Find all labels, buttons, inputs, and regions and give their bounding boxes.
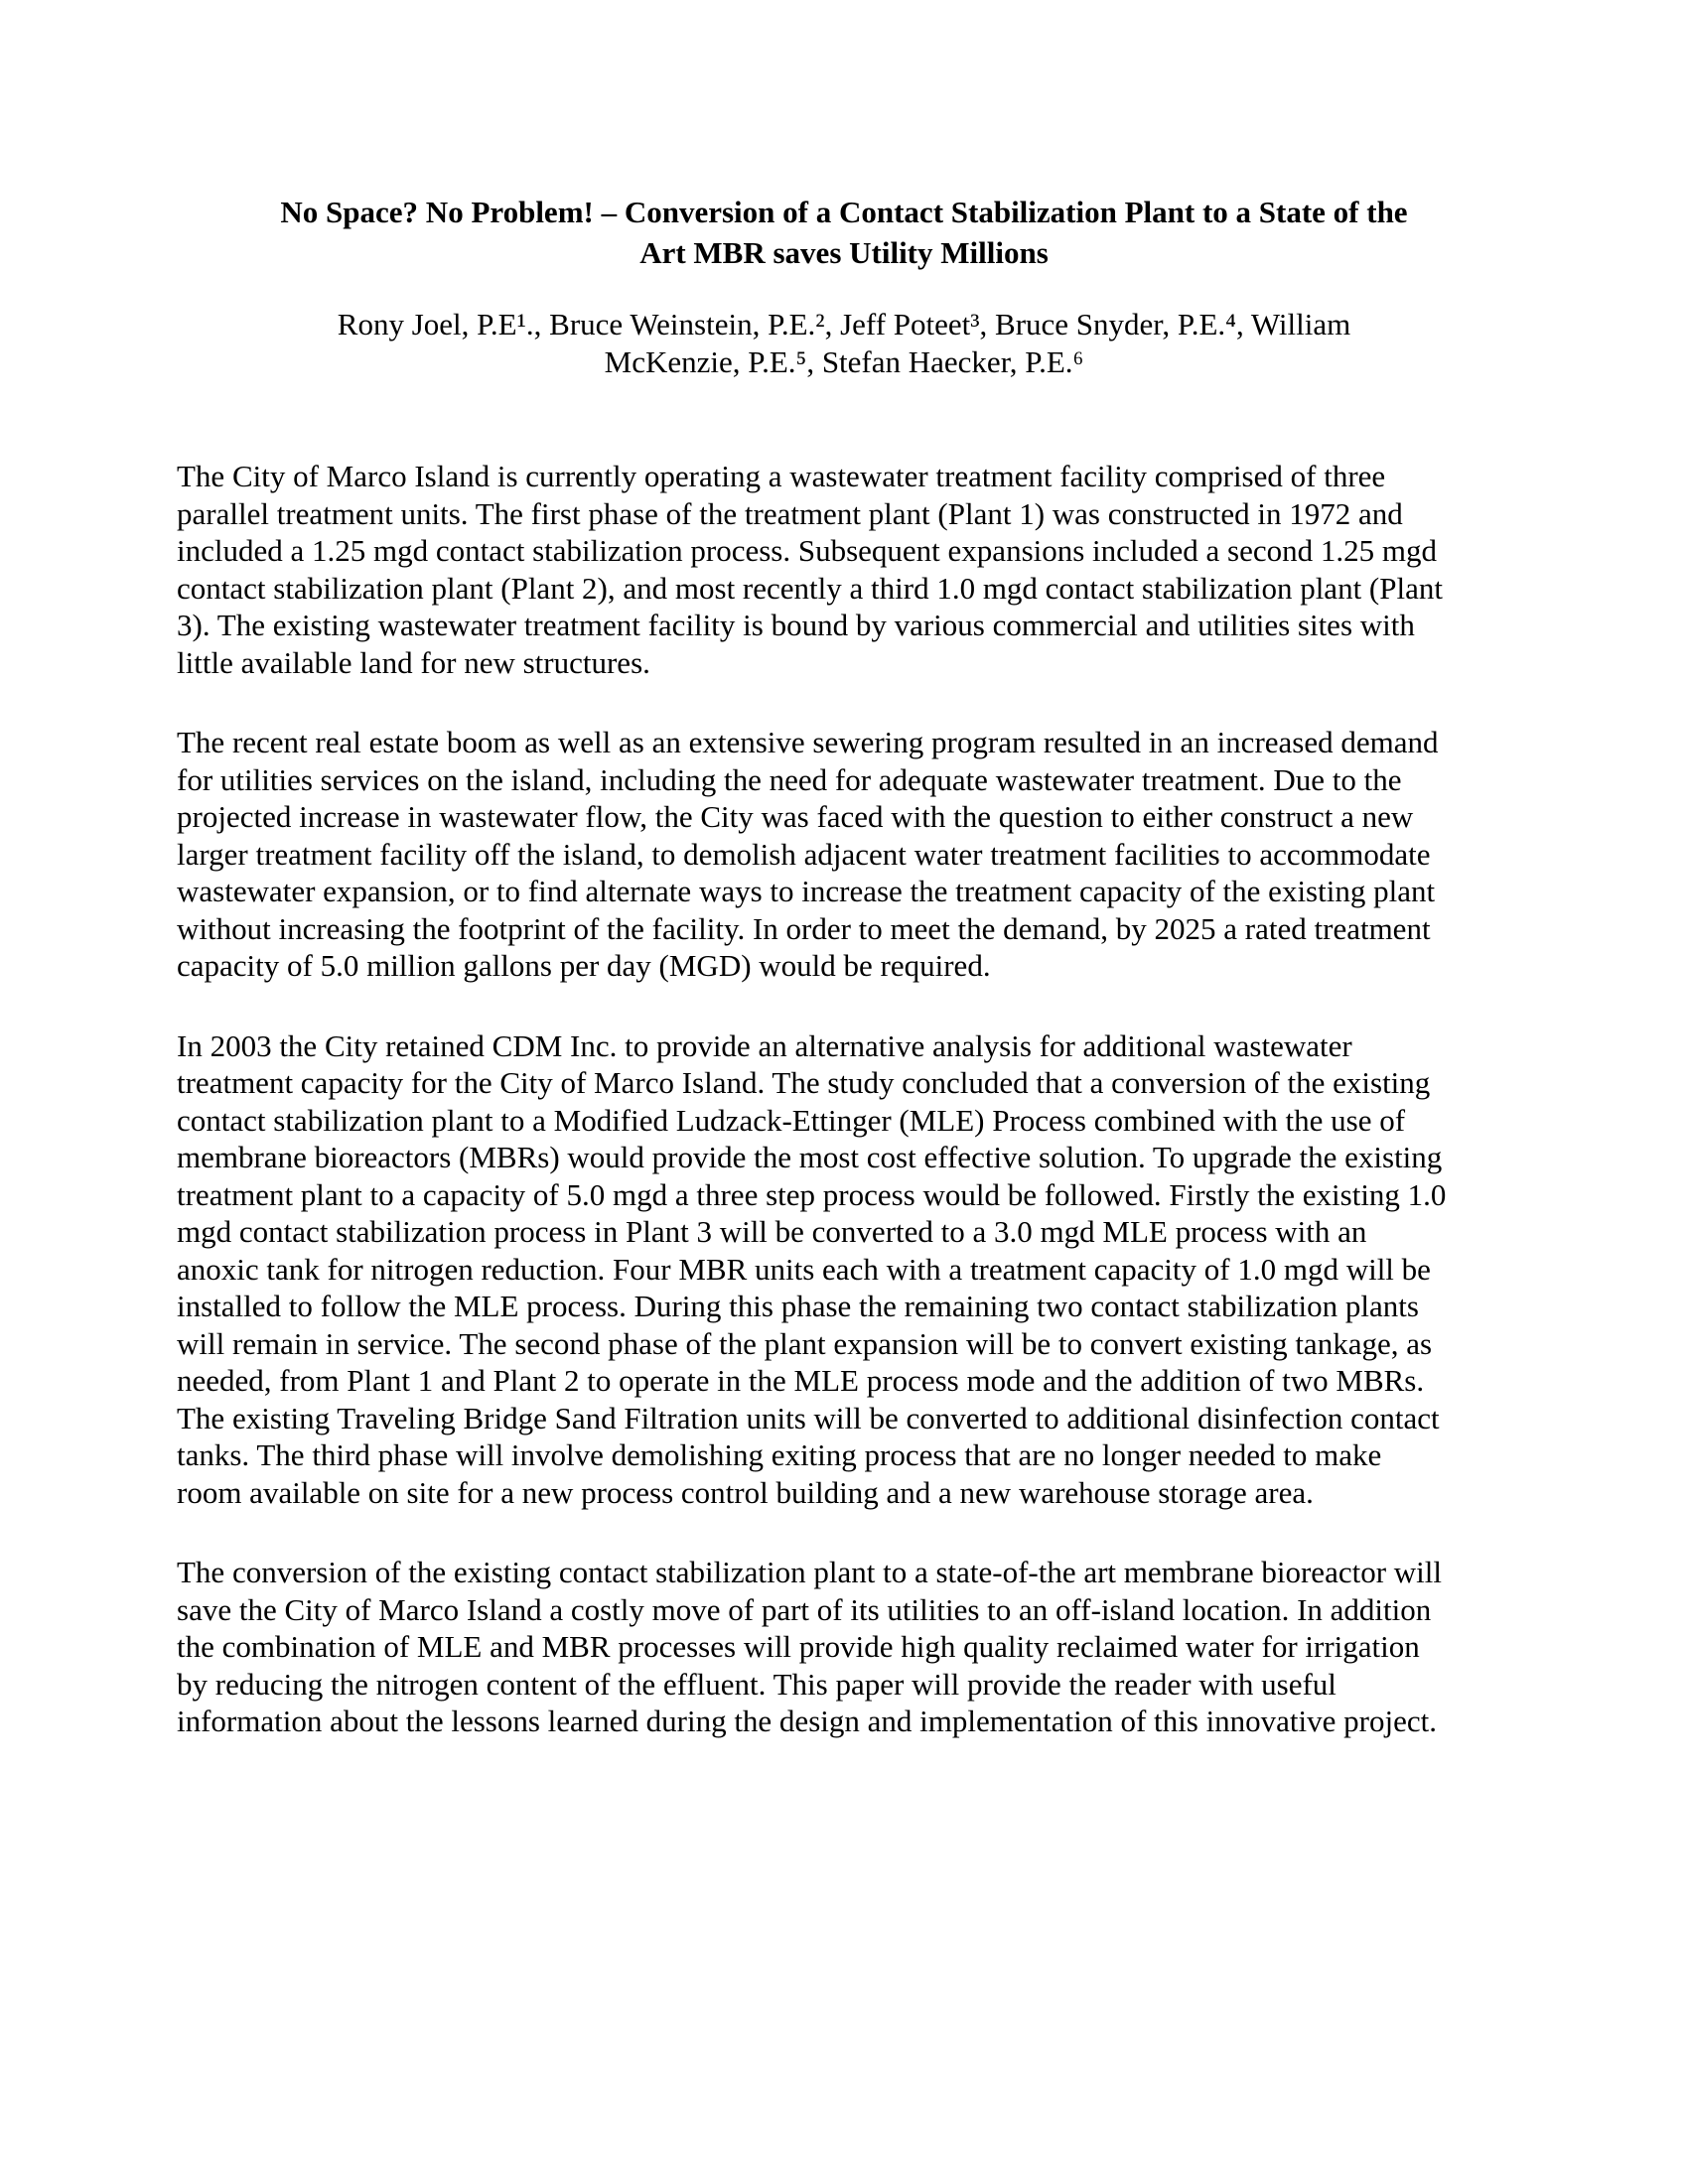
abstract-body: [177, 458, 1511, 1740]
title-line-2: Art MBR saves Utility Millions: [639, 235, 1049, 270]
body-paragraph-4: The conversion of the existing contact stabilization plant to a state-of-the art membrane bioreactor will save the City of Marco Island a costly move of part of its utilities to an off-island location. In addition the combination of MLE and MBR processes will provide high quality reclaimed water for irrigation by reducing the nitrogen content of the effluent. This paper will provide the reader with useful information about the lessons learned during the design and implementation of this innovative project.: [177, 1555, 1442, 1738]
authors-line-1: Rony Joel, P.E¹., Bruce Weinstein, P.E.², Jeff Poteet³, Bruce Snyder, P.E.⁴, William: [337, 307, 1351, 341]
title-block: [177, 192, 1511, 380]
body-paragraph-1: The City of Marco Island is currently operating a wastewater treatment facility comprised of three parallel treatment units. The first phase of the treatment plant (Plant 1) was constructed in 1972 and included a 1.25 mgd contact stabilization process. Subsequent expansions included a second 1.25 mgd contact stabilization plant (Plant 2), and most recently a third 1.0 mgd contact stabilization plant (Plant 3). The existing wastewater treatment facility is bound by various commercial and utilities sites with little available land for new structures.: [177, 459, 1443, 680]
body-paragraph-2: The recent real estate boom as well as an extensive sewering program resulted in an increased demand for utilities services on the island, including the need for adequate wastewater treatment. Due to the projected increase in wastewater flow, the City was faced with the question to either construct a new larger treatment facility off the island, to demolish adjacent water treatment facilities to accommodate wastewater expansion, or to find alternate ways to increase the treatment capacity of the existing plant without increasing the footprint of the facility. In order to meet the demand, by 2025 a rated treatment capacity of 5.0 million gallons per day (MGD) would be required.: [177, 725, 1439, 983]
paper-title: [177, 192, 1511, 273]
body-paragraph-3: In 2003 the City retained CDM Inc. to provide an alternative analysis for additional wastewater treatment capacity for the City of Marco Island. The study concluded that a conversion of the existing contact stabilization plant to a Modified Ludzack-Ettinger (MLE) Process combined with the use of membrane bioreactors (MBRs) would provide the most cost effective solution. To upgrade the existing treatment plant to a capacity of 5.0 mgd a three step process would be followed. Firstly the existing 1.0 mgd contact stabilization process in Plant 3 will be converted to a 3.0 mgd MLE process with an anoxic tank for nitrogen reduction. Four MBR units each with a treatment capacity of 1.0 mgd will be installed to follow the MLE process. During this phase the remaining two contact stabilization plants will remain in service. The second phase of the plant expansion will be to convert existing tankage, as needed, from Plant 1 and Plant 2 to operate in the MLE process mode and the addition of two MBRs. The existing Traveling Bridge Sand Filtration units will be converted to additional disinfection contact tanks. The third phase will involve demolishing exiting process that are no longer needed to make room available on site for a new process control building and a new warehouse storage area.: [177, 1027, 1447, 1510]
authors-line-2: McKenzie, P.E.⁵, Stefan Haecker, P.E.⁶: [604, 343, 1084, 379]
author-list: [177, 306, 1511, 380]
title-line-1: No Space? No Problem! – Conversion of a Contact Stabilization Plant to a State of the: [280, 195, 1408, 229]
